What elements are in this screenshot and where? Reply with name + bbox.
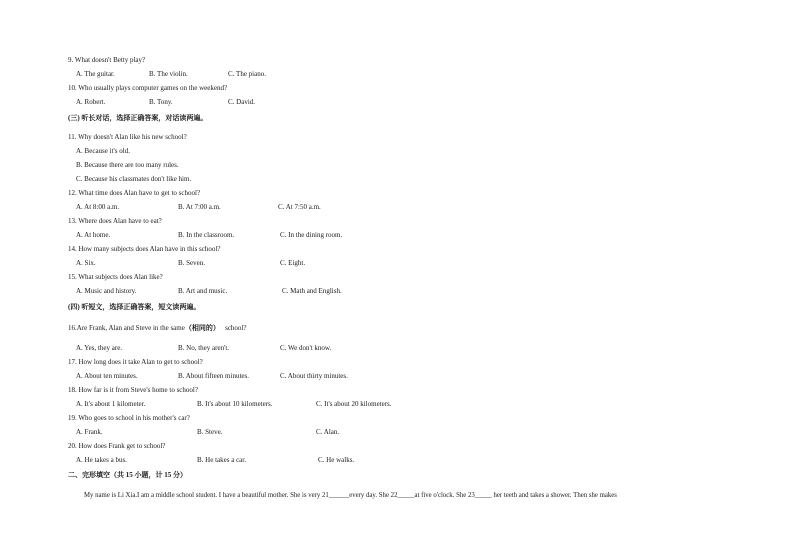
section-3-heading: (三) 听长对话，选择正确答案，对话读两遍。 <box>68 114 208 122</box>
option-20a: A. He takes a bus. <box>76 456 127 464</box>
option-15c: C. Math and English. <box>282 287 342 295</box>
option-12c: C. At 7:50 a.m. <box>278 203 321 211</box>
option-17b: B. About fifteen minutes. <box>178 372 249 380</box>
question-12: 12. What time does Alan have to get to school? <box>68 189 201 197</box>
question-16 <box>68 324 246 333</box>
option-12a: A. At 8:00 a.m. <box>76 203 120 211</box>
option-10b: B. Tony. <box>149 98 173 106</box>
question-18: 18. How far is it from Steve's home to school? <box>68 386 198 394</box>
question-16-gloss: （相同的） <box>184 324 220 332</box>
option-19a: A. Frank. <box>76 428 103 436</box>
option-9b: B. The violin. <box>149 70 188 78</box>
question-13: 13. Where does Alan have to eat? <box>68 217 162 225</box>
option-11b: B. Because there are too many rules. <box>76 161 179 169</box>
option-16a: A. Yes, they are. <box>76 344 123 352</box>
question-15: 15. What subjects does Alan like? <box>68 273 163 281</box>
section-4-heading: (四) 听短文，选择正确答案，短文读两遍。 <box>68 303 201 311</box>
option-17c: C. About thirty minutes. <box>280 372 348 380</box>
option-18c: C. It's about 20 kilometers. <box>316 400 392 408</box>
option-13c: C. In the dining room. <box>280 231 343 239</box>
option-11c: C. Because his classmates don't like him. <box>76 175 192 183</box>
question-11: 11. Why doesn't Alan like his new school? <box>68 133 187 141</box>
option-14b: B. Seven. <box>178 259 206 267</box>
cloze-passage: My name is Li Xia.I am a middle school student. I have a beautiful mother. She is very 21______every day. She 22_____at five o'clock. She 23_____ her teeth and takes a shower. Then she makes <box>84 492 617 499</box>
option-10c: C. David. <box>228 98 256 106</box>
option-10a: A. Robert. <box>76 98 106 106</box>
option-18a: A. It's about 1 kilometer. <box>76 400 146 408</box>
question-16-text-end: school? <box>225 324 247 332</box>
option-20c: C. He walks. <box>318 456 355 464</box>
question-19: 19. Who goes to school in his mother's car? <box>68 414 190 422</box>
option-13b: B. In the classroom. <box>178 231 235 239</box>
option-17a: A. About ten minutes. <box>76 372 138 380</box>
option-12b: B. At 7:00 a.m. <box>178 203 221 211</box>
option-14c: C. Eight. <box>280 259 306 267</box>
option-13a: A. At home. <box>76 231 111 239</box>
option-20b: B. He takes a car. <box>197 456 246 464</box>
question-20: 20. How does Frank get to school? <box>68 442 166 450</box>
option-14a: A. Six. <box>76 259 96 267</box>
option-19c: C. Alan. <box>316 428 340 436</box>
section-2-heading: 二、完形填空（共 15 小题，计 15 分） <box>68 471 187 479</box>
question-9: 9. What doesn't Betty play? <box>68 56 146 64</box>
question-16-text: 16.Are Frank, Alan and Steve in the same <box>68 324 185 332</box>
question-14: 14. How many subjects does Alan have in this school? <box>68 245 221 253</box>
option-16c: C. We don't know. <box>280 344 332 352</box>
question-17: 17. How long does it take Alan to get to school? <box>68 358 203 366</box>
option-11a: A. Because it's old. <box>76 147 130 155</box>
option-9c: C. The piano. <box>228 70 266 78</box>
option-18b: B. It's about 10 kilometers. <box>197 400 273 408</box>
option-15a: A. Music and history. <box>76 287 137 295</box>
option-9a: A. The guitar. <box>76 70 115 78</box>
option-19b: B. Steve. <box>197 428 223 436</box>
question-10: 10. Who usually plays computer games on the weekend? <box>68 84 228 92</box>
option-16b: B. No, they aren't. <box>178 344 230 352</box>
option-15b: B. Art and music. <box>178 287 228 295</box>
